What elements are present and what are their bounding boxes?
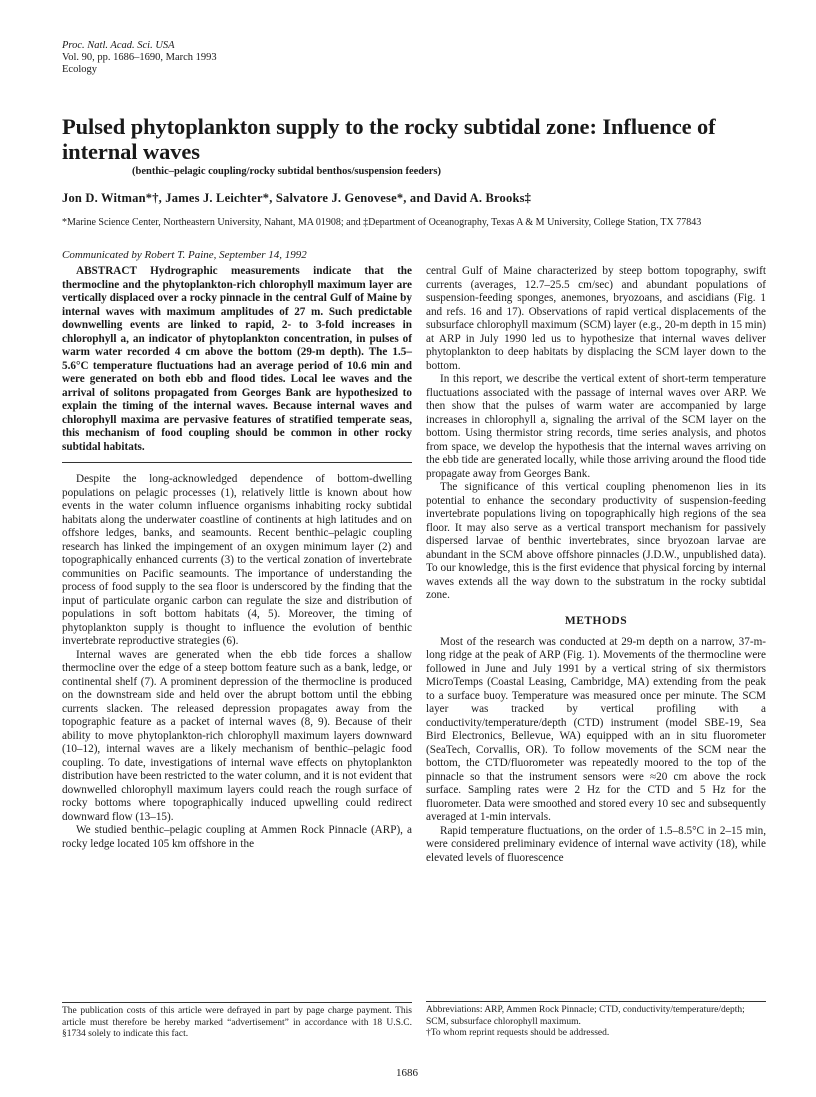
abbreviations-note: Abbreviations: ARP, Ammen Rock Pinnacle; CTD, conductivity/temperature/depth; SCM, subsurface chlorophyll maximum. [426,1005,745,1027]
journal-field: Ecology [62,64,97,75]
body-paragraph: Most of the research was conducted at 29-m depth on a narrow, 37-m-long ridge at the peak of ARP (Fig. 1). Movements of the thermocline were followed in June and July 1991 by a vertical string of six thermistors MicroTemps (Coastal Leasing, Cambridge, MA) extending from the peak to a surface buoy. Temperature was measured once per minute. The SCM layer was tracked by vertical profiling with a conductivity/temperature/depth (CTD) instrument (model SBE-19, Sea Bird Electronics, Bellevue, WA) equipped with an in situ fluorometer (SeaTech, Corvallis, OR). To follow movements of the SCM near the bottom, the CTD/fluorometer was repeatedly moored to the top of the pinnacle so that the instrument sensors were ≈20 cm above the rock surface. Sampling rates were 2 Hz for the CTD and 5 Hz for the fluorometer. Data were smoothed and stored every 10 sec and subsequently averaged at 1-min intervals. [426,635,766,823]
abstract: ABSTRACT Hydrographic measurements indicate that the thermocline and the phytoplankton-rich chlorophyll maximum layer are vertically displaced over a rocky pinnacle in the central Gulf of Maine by internal waves with maximum amplitudes of 27 m. Such predictable downwelling events are linked to rapid, 2- to 3-fold increases in chlorophyll a, an indicator of phytoplankton concentration, in pulses of warm water recorded 4 cm above the bottom (29-m depth). The 1.5–5.6°C temperature fluctuations had an average period of 10.6 min and were generated on both ebb and flood tides. Local lee waves and the arrival of solitons propagated from Georges Bank are hypothesized to explain the timing of the internal waves. Because internal waves and chlorophyll maxima are pervasive features of stratified temperate seas, this mechanism of food coupling should be common in other rocky subtidal habitats. [62,265,412,453]
body-paragraph: Rapid temperature fluctuations, on the order of 1.5–8.5°C in 2–15 min, were considered preliminary evidence of internal wave activity (18), while elevated levels of fluorescence [426,824,766,864]
body-paragraph: We studied benthic–pelagic coupling at Ammen Rock Pinnacle (ARP), a rocky ledge located 105 km offshore in the [62,824,412,850]
section-heading-methods: METHODS [564,614,628,627]
journal-header [62,40,217,76]
article-title: Pulsed phytoplankton supply to the rocky subtidal zone: Influence of internal waves [62,114,716,164]
body-paragraph: central Gulf of Maine characterized by steep bottom topography, swift currents (averages, 12.7–25.5 cm/sec) and abundant populations of suspension-feeding sponges, anemones, bryozoans, and ascidians (Fig. 1 and refs. 16 and 17). Observations of rapid vertical displacements of the subsurface chlorophyll maximum (SCM) layer (e.g., 20-m depth in 15 min) at ARP in July 1990 led us to hypothesize that internal waves deliver phytoplankton to deep habitats by displacing the SCM layer down to the bottom. [426,265,766,372]
author-list: Jon D. Witman*†, James J. Leichter*, Salvatore J. Genovese*, and David A. Brooks‡ [62,191,532,205]
body-paragraph: Despite the long-acknowledged dependence of bottom-dwelling populations on pelagic processes (1), relatively little is known about how events in the water column influence organisms inhabiting rocky subtidal habitats along the underwater coastline of continents at high latitudes and on offshore ledges, banks, and seamounts. Recent benthic–pelagic coupling research has linked the impingement of an oxygen minimum layer (2) and topographically enhanced currents (3) to the vertical zonation of invertebrate communities on Pacific seamounts. The importance of understanding the process of food supply to the sea floor is underscored by the finding that the input of particulate organic carbon can regulate the size and distribution of populations in soft bottom habitats (4, 5). Moreover, the timing of phytoplankton supply is thought to influence the evolution of benthic invertebrate reproductive strategies (6). [62,473,412,647]
footnotes [426,1005,766,1040]
footnote-divider [426,1001,766,1002]
left-column [62,265,412,851]
affiliations: *Marine Science Center, Northeastern University, Nahant, MA 01908; and ‡Department of Oceanography, Texas A & M University, College Station, TX 77843 [62,217,702,228]
journal-volume: Vol. 90, pp. 1686–1690, March 1993 [62,52,217,63]
abstract-divider [62,462,412,463]
body-paragraph: In this report, we describe the vertical extent of short-term temperature fluctuations associated with the passage of internal waves over ARP. We then show that the pulses of warm water are accompanied by large increases in chlorophyll a, signaling the arrival of the SCM layer on the bottom. Using thermistor string records, time series analysis, and photos from space, we develop the hypothesis that the internal waves arriving on the ebb tide are generated locally, while those arriving around the flood tide propagate away from Georges Bank. [426,373,766,480]
body-paragraph: The significance of this vertical coupling phenomenon lies in its potential to enhance the secondary productivity of suspension-feeding invertebrate populations living on topographically high regions of the sea floor. It may also serve as a vertical transport mechanism for passively dispersed larvae of benthic invertebrates, since bryozoan larvae are abundant in the SCM above offshore pinnacles (J.D.W., unpublished data). To our knowledge, this is the first evidence that physical forcing by internal waves extends all the way down to the substratum in the rocky subtidal zone. [426,481,766,601]
communicated-by: Communicated by Robert T. Paine, September 14, 1992 [62,249,307,261]
body-paragraph: Internal waves are generated when the ebb tide forces a shallow thermocline over the edge of a steep bottom feature such as a bank, ledge, or continental shelf (7). A prominent depression of the thermocline is produced on the downstream side and held over the abrupt bottom until the ebbing currents slacken. The released depression propagates away from the topographic feature as a packet of internal waves (8, 9). Because of their ability to move phytoplankton-rich chlorophyll maximum layers downward (10–12), internal waves are a likely mechanism of benthic–pelagic food coupling. To date, investigations of internal wave effects on phytoplankton distribution have been restricted to the water column, and it is not evident that downwelled chlorophyll maximum layers could reach the rough surface of rocky bottoms where topographically induced upwelling could redirect downward flow (13–15). [62,648,412,823]
keywords: (benthic–pelagic coupling/rocky subtidal benthos/suspension feeders) [132,166,442,177]
right-column [426,265,766,865]
footnote-divider [62,1002,412,1003]
reprint-note: †To whom reprint requests should be addressed. [426,1028,610,1038]
page-number: 1686 [396,1067,418,1079]
journal-name: Proc. Natl. Acad. Sci. USA [62,40,175,51]
publication-cost-note: The publication costs of this article were defrayed in part by page charge payment. This article must therefore be hereby marked “advertisement” in accordance with 18 U.S.C. §1734 solely to indicate this fact. [62,1006,412,1039]
